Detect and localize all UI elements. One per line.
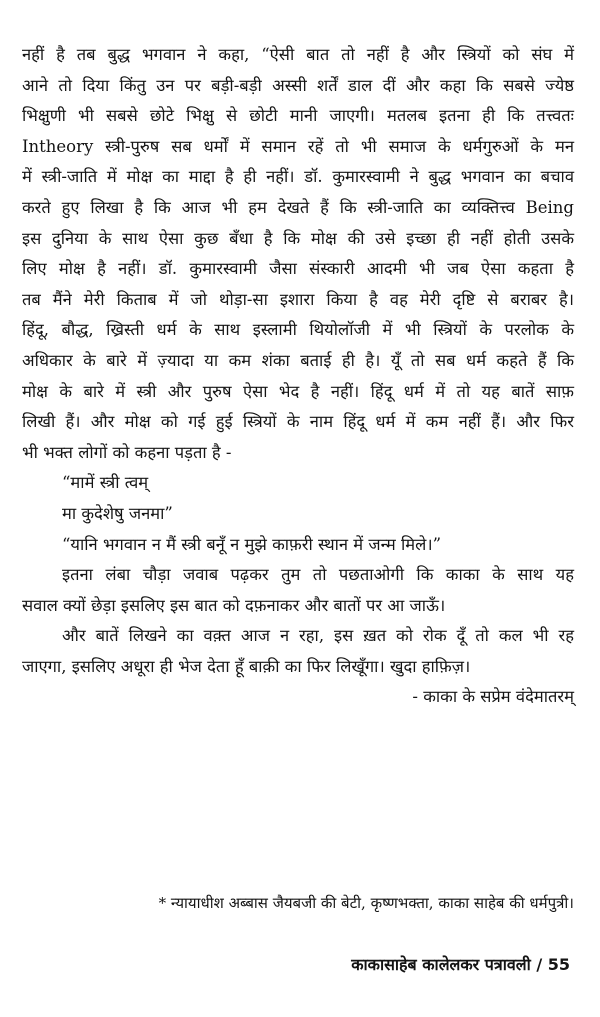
footnote: * न्यायाधीश अब्बास जैयबजी की बेटी, कृष्णभक्ता, काका साहेब की धर्मपुत्री। xyxy=(158,894,574,912)
paragraph-line: जाएगा, इसलिए अधूरा ही भेज देता हूँ बाक़ी का फिर लिखूँगा। खुदा हाफ़िज़। xyxy=(22,656,471,676)
letter-body xyxy=(22,40,574,713)
body-line: में स्त्री-जाति में मोक्ष का माद्दा है ही नहीं। डॉ. कुमारस्वामी ने बुद्ध भगवान का बचाव xyxy=(22,167,574,187)
body-line: भी भक्त लोगों को कहना पड़ता है - xyxy=(22,442,232,462)
body-line: भिक्षुणी भी सबसे छोटे भिक्षु से छोटी मानी जाएगी। मतलब इतना ही कि तत्त्वतः xyxy=(22,106,574,126)
verse-line: मा कुदेशेषु जनमा” xyxy=(62,503,173,523)
page-footer: काकासाहेब कालेलकर पत्रावली / 55 xyxy=(351,955,570,974)
body-line: लिए मोक्ष है नहीं। डॉ. कुमारस्वामी जैसा संस्कारी आदमी भी जब ऐसा कहता है xyxy=(22,259,574,279)
paragraph-line: और बातें लिखने का वक़्त आज न रहा, इस ख़त को रोक दूँ तो कल भी रह xyxy=(62,626,574,646)
verse-line: “मामें स्त्री त्वम् xyxy=(62,473,149,493)
verse-line: “यानि भगवान न मैं स्त्री बनूँ न मुझे काफ़री स्थान में जन्म मिले।” xyxy=(62,534,442,554)
body-line: आने तो दिया किंतु उन पर बड़ी-बड़ी अस्सी शर्तें डाल दीं और कहा कि सबसे ज्येष्ठ xyxy=(22,75,574,95)
body-line: नहीं है तब बुद्ध भगवान ने कहा, “ऐसी बात तो नहीं है और स्त्रियों को संघ में xyxy=(22,45,574,64)
signature: - काका के सप्रेम वंदेमातरम् xyxy=(412,687,574,707)
body-line: करते हुए लिखा है कि आज भी हम देखते हैं कि स्त्री-जाति का व्यक्तित्त्व Being xyxy=(22,197,574,217)
paragraph-line: सवाल क्यों छेड़ा इसलिए इस बात को दफ़नाकर और बातों पर आ जाऊँ। xyxy=(22,595,446,615)
body-line: मोक्ष के बारे में स्त्री और पुरुष ऐसा भेद है नहीं। हिंदू धर्म में तो यह बातें साफ़ xyxy=(22,381,574,401)
body-line: इस दुनिया के साथ ऐसा कुछ बँधा है कि मोक्ष की उसे इच्छा ही नहीं होती उसके xyxy=(22,228,574,248)
body-line: Intheory स्त्री-पुरुष सब धर्मों में समान रहें तो भी समाज के धर्मगुरुओं के मन xyxy=(22,136,574,156)
body-line: लिखी हैं। और मोक्ष को गई हुई स्त्रियों के नाम हिंदू धर्म में कम नहीं हैं। और फिर xyxy=(22,412,574,432)
paragraph-line: इतना लंबा चौड़ा जवाब पढ़कर तुम तो पछताओगी कि काका के साथ यह xyxy=(62,565,574,585)
body-line: तब मैंने मेरी किताब में जो थोड़ा-सा इशारा किया है वह मेरी दृष्टि से बराबर है। xyxy=(22,289,574,309)
body-line: हिंदू, बौद्ध, ख्रिस्ती धर्म के साथ इस्लामी थियोलॉजी में भी स्त्रियों के परलोक के xyxy=(22,320,574,340)
body-line: अधिकार के बारे में ज़्यादा या कम शंका बताई ही है। यूँ तो सब धर्म कहते हैं कि xyxy=(22,350,574,370)
